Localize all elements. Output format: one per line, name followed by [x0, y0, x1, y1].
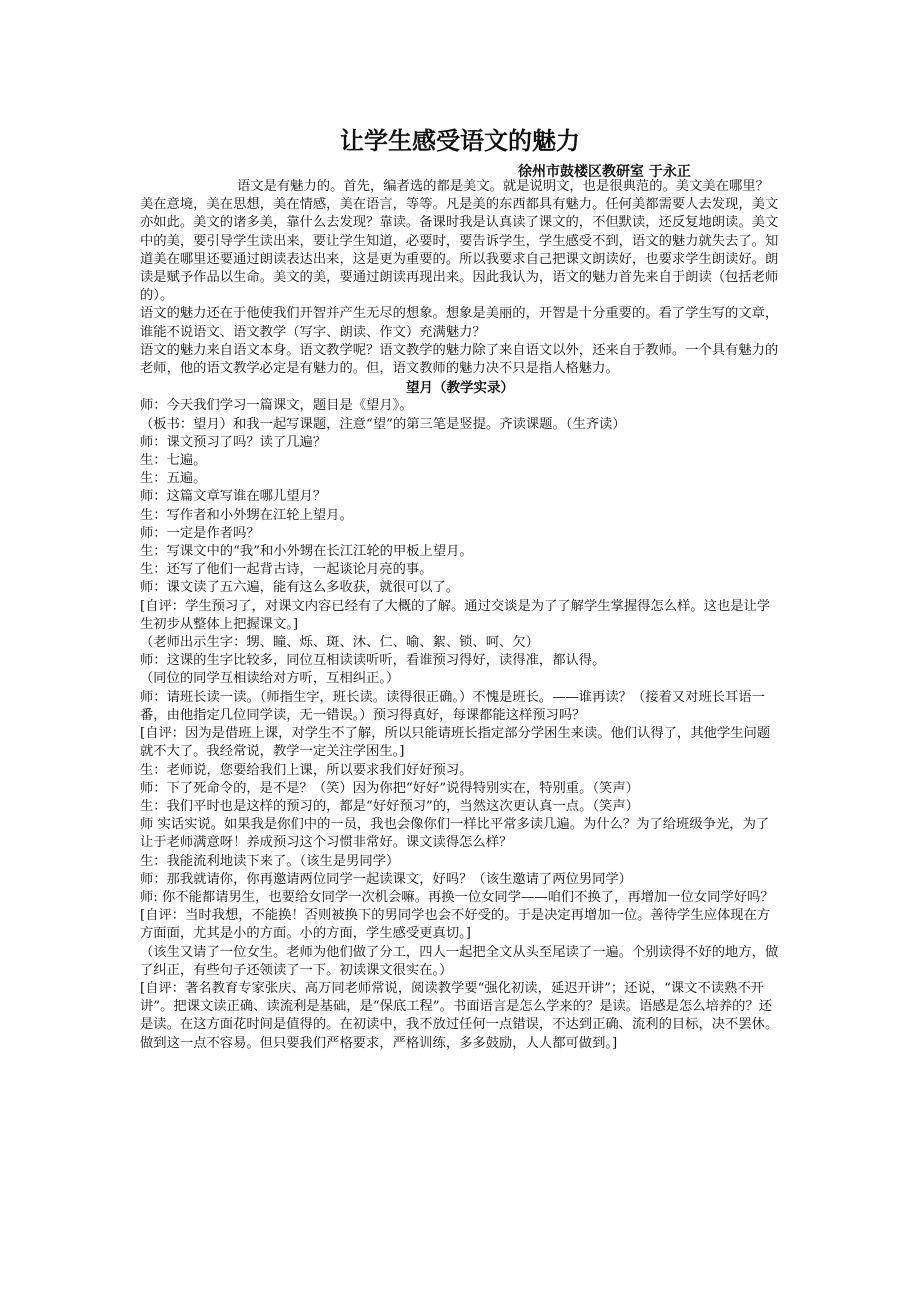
self-comment: [自评：著名教育专家张庆、高万同老师常说，阅读教学要“强化初读，延迟开讲”；还说，“课文不读熟不开讲”。把课文读正确、读流利是基础，是“保底工程”。书面语言是怎么学来的？是读。语感是怎么培养的？还是读。在这方面花时间是值得的。在初读中，我不放过任何一点错误，不达到正确、流利的目标，决不罢休。做到这一点不容易。但只要我们严格要求，严格训练，多多鼓励，人人都可做到。]: [140, 980, 779, 1051]
document-title: 让学生感受语文的魅力: [340, 127, 580, 155]
transcript-line: 生：我们平时也是这样的预习的，都是“好好预习”的，当然这次更认真一点。（笑声）: [140, 798, 639, 814]
transcript-line: 生：写课文中的“我”和小外甥在长江江轮的甲板上望月。: [140, 544, 473, 560]
self-comment: [自评：当时我想，不能换！否则被换下的男同学也会不好受的。于是决定再增加一位。善待学生应体现在方方面面，尤其是小的方面。小的方面，学生感受更真切。]: [140, 908, 771, 942]
paragraph: 语文的魅力来自语文本身。语文教学呢？语文教学的魅力除了来自语文以外，还来自于教师。一个具有魅力的老师，他的语文教学必定是有魅力的。但，语文教师的魅力决不只是指人格魅力。: [140, 342, 779, 377]
transcript-line: （板书：望月）和我一起写课题，注意“望”的第三笔是竖提。齐读课题。（生齐读）: [140, 416, 626, 432]
transcript-line: 生：我能流利地读下来了。（该生是男同学）: [140, 853, 400, 869]
transcript-line: 师：这课的生字比较多，同位互相读读听听，看谁预习得好，读得准，都认得。: [140, 653, 606, 669]
transcript-line: 生：七遍。: [140, 453, 207, 469]
transcript-line: 师：课文预习了吗？读了几遍？: [140, 434, 327, 450]
paragraph: 语文是有魅力的。首先，编者选的都是美文。就是说明文，也是很典范的。美文美在哪里？美在意境，美在思想，美在情感，美在语言，等等。凡是美的东西都具有魅力。任何美都需要人去发现，美文亦如此。美文的诸多美，靠什么去发现？靠读。备课时我是认真读了课文的，不但默读，还反复地朗读。美文中的美，要引导学生读出来，要让学生知道，必要时，要告诉学生，学生感受不到，语文的魅力就失去了。知道美在哪里还要通过朗读表达出来，这是更为重要的。所以我要求自己把课文朗读好，也要求学生朗读好。朗读是赋予作品以生命。美文的美，要通过朗读再现出来。因此我认为，语文的魅力首先来自于朗读（包括老师的）。: [140, 179, 779, 304]
transcript-line: 师: 你不能都请男生，也要给女同学一次机会嘛。再换一位女同学——咱们不换了，再增加一位女同学好吗？: [140, 889, 774, 905]
transcript-line: 师：下了死命令的，是不是？（笑）因为你把“好好”说得特别实在，特别重。（笑声）: [140, 780, 639, 796]
transcript-line: 师：那我就请你，你再邀请两位同学一起读课文，好吗？（该生邀请了两位男同学）: [140, 871, 632, 887]
transcript-line: （该生又请了一位女生。老师为他们做了分工，四人一起把全文从头至尾读了一遍。个别读得不好的地方，做了纠正，有些句子还领读了一下。初读课文很实在。）: [140, 944, 779, 978]
document-body: [140, 178, 780, 1053]
transcript-line: 生：写作者和小外甥在江轮上望月。: [140, 507, 353, 523]
transcript-line: 师：课文读了五六遍，能有这么多收获，就很可以了。: [140, 580, 460, 596]
author-line: 徐州市鼓楼区教研室 于永正: [518, 164, 691, 180]
self-comment: [自评：学生预习了，对课文内容已经有了大概的了解。通过交谈是为了了解学生掌握得怎么样。这也是让学生初步从整体上把握课文。]: [140, 598, 771, 632]
transcript-line: 师 实话实说。如果我是你们中的一员，我也会像你们一样比平常多读几遍。为什么？为了给班级争光，为了让于老师满意呀！养成预习这个习惯非常好。课文读得怎么样？: [140, 817, 770, 851]
transcript-line: 师：请班长读一读。（师指生字，班长读。读得很正确。）不愧是班长。——谁再读？（接着又对班长耳语一番，由他指定几位同学读，无一错误。）预习得真好，每课都能这样预习吗？: [140, 689, 765, 723]
transcript-line: 师：这篇文章写谁在哪儿望月？: [140, 489, 327, 505]
transcript-line: 生：还写了他们一起背古诗，一起谈论月亮的事。: [140, 562, 433, 578]
transcript-line: 师：一定是作者吗？: [140, 525, 260, 541]
transcript-line: （老师出示生字：甥、瞳、烁、斑、沐、仁、喻、絮、锁、呵、欠）: [140, 635, 539, 651]
paragraph: 语文的魅力还在于他使我们开智并产生无尽的想象。想象是美丽的，开智是十分重要的。看了学生写的文章，谁能不说语文、语文教学（写字、朗读、作文）充满魅力？: [140, 306, 779, 340]
transcript-line: （同位的同学互相读给对方听，互相纠正。）: [140, 671, 400, 687]
transcript-line: 生：五遍。: [140, 471, 207, 487]
transcript-line: 生：老师说，您要给我们上课，所以要求我们好好预习。: [140, 762, 473, 778]
self-comment: [自评：因为是借班上课，对学生不了解，所以只能请班长指定部分学困生来读。他们认得了，其他学生问题就不大了。我经常说，教学一定关注学困生。]: [140, 726, 771, 760]
section-heading: 望月（教学实录）: [406, 380, 514, 397]
transcript-line: 师：今天我们学习一篇课文，题目是《望月》。: [140, 398, 413, 414]
